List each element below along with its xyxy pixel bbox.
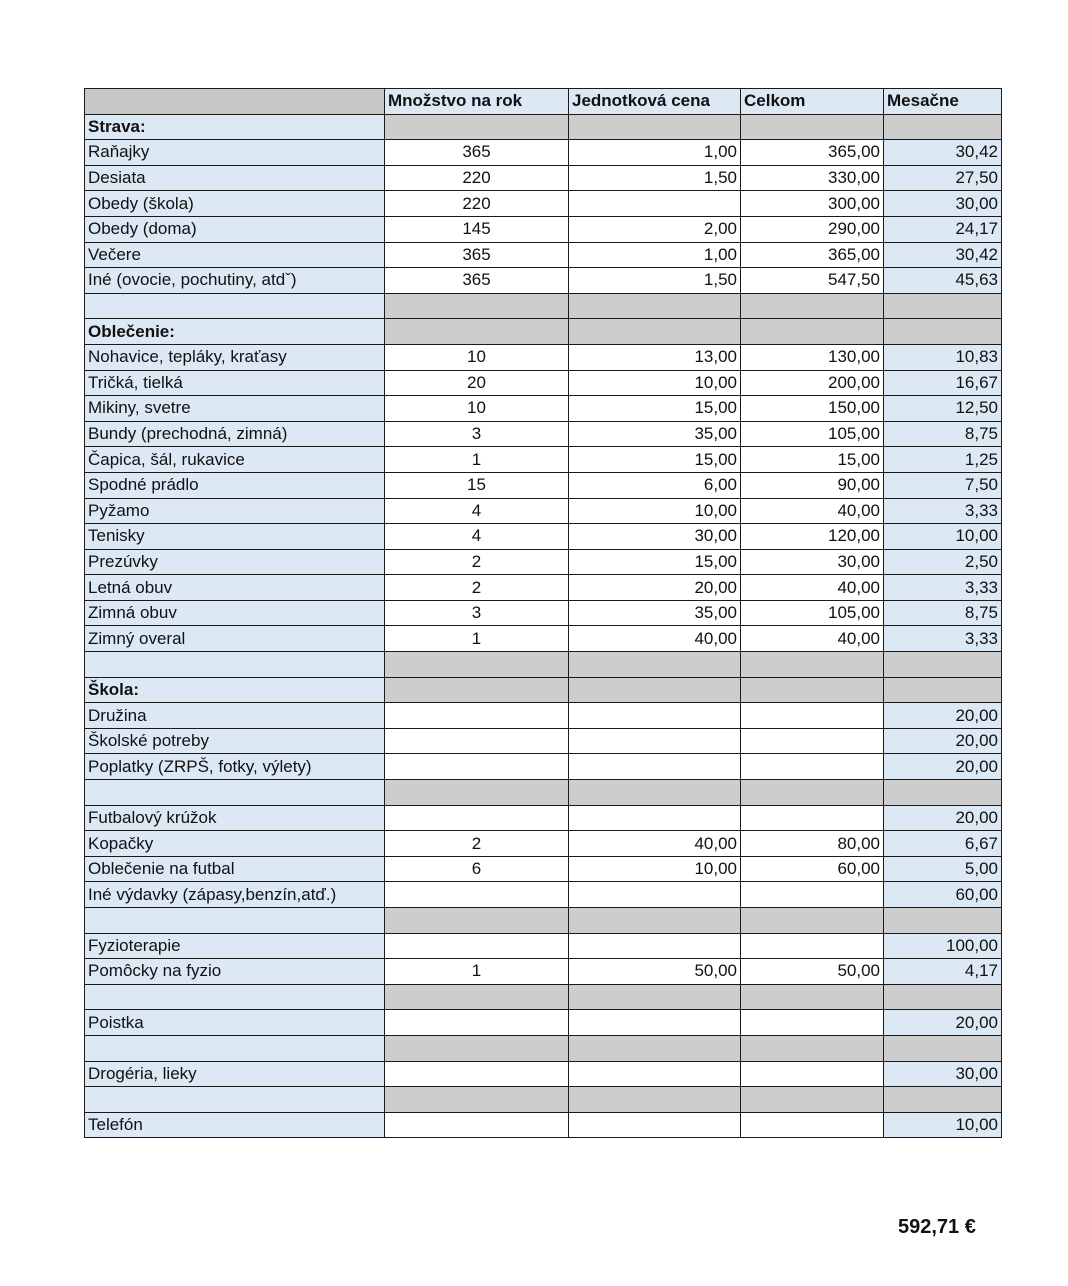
total-cell[interactable]: 90,00 (741, 472, 884, 498)
unit-price-cell[interactable]: 1,50 (569, 268, 741, 294)
table-row (85, 191, 1002, 217)
header-cell-label[interactable] (85, 89, 385, 115)
quantity-cell[interactable]: 3 (385, 421, 569, 447)
table-row (85, 575, 1002, 601)
quantity-cell[interactable] (385, 908, 569, 934)
total-cell[interactable]: 40,00 (741, 498, 884, 524)
monthly-cell[interactable]: 2,50 (884, 549, 1002, 575)
grand-total: 592,71 € (898, 1216, 976, 1238)
monthly-cell[interactable] (884, 677, 1002, 703)
monthly-cell[interactable]: 1,25 (884, 447, 1002, 473)
unit-price-cell[interactable] (569, 1035, 741, 1061)
unit-price-cell[interactable]: 1,00 (569, 242, 741, 268)
row-label-cell[interactable]: Futbalový krúžok (85, 805, 385, 831)
monthly-cell[interactable]: 12,50 (884, 396, 1002, 422)
quantity-cell[interactable]: 365 (385, 268, 569, 294)
header-cell-quantity[interactable]: Množstvo na rok (385, 89, 569, 115)
unit-price-cell[interactable]: 10,00 (569, 498, 741, 524)
header-row (85, 89, 1002, 115)
row-label-cell[interactable] (85, 1035, 385, 1061)
row-label-cell[interactable]: Raňajky (85, 140, 385, 166)
total-cell[interactable]: 50,00 (741, 959, 884, 985)
unit-price-cell[interactable] (569, 984, 741, 1010)
unit-price-cell[interactable]: 35,00 (569, 600, 741, 626)
spacer-row (85, 1087, 1002, 1113)
monthly-cell[interactable]: 4,17 (884, 959, 1002, 985)
total-cell[interactable]: 40,00 (741, 575, 884, 601)
unit-price-cell[interactable]: 10,00 (569, 856, 741, 882)
row-label-cell[interactable]: Pomôcky na fyzio (85, 959, 385, 985)
monthly-cell[interactable]: 3,33 (884, 626, 1002, 652)
monthly-cell[interactable]: 6,67 (884, 831, 1002, 857)
total-cell[interactable]: 60,00 (741, 856, 884, 882)
section-header-row (85, 677, 1002, 703)
total-cell[interactable] (741, 908, 884, 934)
unit-price-cell[interactable]: 20,00 (569, 575, 741, 601)
row-label-cell[interactable]: Poistka (85, 1010, 385, 1036)
quantity-cell[interactable] (385, 780, 569, 806)
row-label-cell[interactable] (85, 984, 385, 1010)
unit-price-cell[interactable] (569, 293, 741, 319)
total-cell[interactable]: 300,00 (741, 191, 884, 217)
row-label-cell[interactable]: Desiata (85, 165, 385, 191)
table-row (85, 396, 1002, 422)
spacer-row (85, 908, 1002, 934)
unit-price-cell[interactable] (569, 1112, 741, 1138)
total-cell[interactable] (741, 933, 884, 959)
quantity-cell[interactable]: 4 (385, 524, 569, 550)
table-row (85, 703, 1002, 729)
section-header-row (85, 114, 1002, 140)
unit-price-cell[interactable]: 1,50 (569, 165, 741, 191)
monthly-cell[interactable]: 45,63 (884, 268, 1002, 294)
monthly-cell[interactable]: 16,67 (884, 370, 1002, 396)
table-row (85, 140, 1002, 166)
monthly-cell[interactable]: 10,00 (884, 1112, 1002, 1138)
total-cell[interactable]: 30,00 (741, 549, 884, 575)
total-cell[interactable] (741, 652, 884, 678)
quantity-cell[interactable]: 2 (385, 575, 569, 601)
unit-price-cell[interactable] (569, 652, 741, 678)
unit-price-cell[interactable] (569, 754, 741, 780)
total-cell[interactable] (741, 677, 884, 703)
unit-price-cell[interactable] (569, 191, 741, 217)
monthly-cell[interactable] (884, 319, 1002, 345)
unit-price-cell[interactable]: 15,00 (569, 447, 741, 473)
monthly-cell[interactable]: 100,00 (884, 933, 1002, 959)
table-row (85, 165, 1002, 191)
unit-price-cell[interactable] (569, 703, 741, 729)
total-cell[interactable]: 105,00 (741, 421, 884, 447)
row-label-cell[interactable]: Letná obuv (85, 575, 385, 601)
row-label-cell[interactable]: Školské potreby (85, 728, 385, 754)
quantity-cell[interactable]: 10 (385, 344, 569, 370)
quantity-cell[interactable] (385, 882, 569, 908)
quantity-cell[interactable] (385, 652, 569, 678)
row-label-cell[interactable]: Zimný overal (85, 626, 385, 652)
quantity-cell[interactable]: 220 (385, 191, 569, 217)
monthly-cell[interactable]: 20,00 (884, 728, 1002, 754)
row-label-cell[interactable]: Fyzioterapie (85, 933, 385, 959)
quantity-cell[interactable]: 2 (385, 549, 569, 575)
unit-price-cell[interactable] (569, 728, 741, 754)
row-label-cell[interactable]: Kopačky (85, 831, 385, 857)
table-row (85, 626, 1002, 652)
table-row (85, 549, 1002, 575)
unit-price-cell[interactable] (569, 1010, 741, 1036)
total-cell[interactable]: 130,00 (741, 344, 884, 370)
total-cell[interactable] (741, 984, 884, 1010)
total-cell[interactable] (741, 728, 884, 754)
monthly-cell[interactable] (884, 652, 1002, 678)
quantity-cell[interactable]: 20 (385, 370, 569, 396)
row-label-cell[interactable]: Obedy (doma) (85, 216, 385, 242)
total-cell[interactable] (741, 1112, 884, 1138)
monthly-cell[interactable]: 20,00 (884, 805, 1002, 831)
table-row (85, 472, 1002, 498)
total-cell[interactable]: 120,00 (741, 524, 884, 550)
table-row (85, 959, 1002, 985)
row-label-cell[interactable] (85, 908, 385, 934)
table-row (85, 856, 1002, 882)
total-cell[interactable] (741, 805, 884, 831)
quantity-cell[interactable] (385, 1061, 569, 1087)
quantity-cell[interactable] (385, 1112, 569, 1138)
spacer-row (85, 780, 1002, 806)
total-cell[interactable] (741, 319, 884, 345)
total-cell[interactable]: 200,00 (741, 370, 884, 396)
table-row (85, 370, 1002, 396)
table-row (85, 524, 1002, 550)
header-cell-monthly[interactable]: Mesačne (884, 89, 1002, 115)
quantity-cell[interactable]: 6 (385, 856, 569, 882)
quantity-cell[interactable]: 1 (385, 959, 569, 985)
table-row (85, 600, 1002, 626)
unit-price-cell[interactable] (569, 677, 741, 703)
total-cell[interactable]: 150,00 (741, 396, 884, 422)
total-cell[interactable] (741, 780, 884, 806)
table-row (85, 216, 1002, 242)
quantity-cell[interactable] (385, 293, 569, 319)
table-row (85, 344, 1002, 370)
header-cell-unit-price[interactable]: Jednotková cena (569, 89, 741, 115)
monthly-cell[interactable] (884, 908, 1002, 934)
monthly-cell[interactable]: 8,75 (884, 421, 1002, 447)
spacer-row (85, 1035, 1002, 1061)
quantity-cell[interactable]: 1 (385, 447, 569, 473)
monthly-cell[interactable]: 24,17 (884, 216, 1002, 242)
spacer-row (85, 984, 1002, 1010)
quantity-cell[interactable]: 4 (385, 498, 569, 524)
total-cell[interactable]: 105,00 (741, 600, 884, 626)
monthly-cell[interactable]: 20,00 (884, 754, 1002, 780)
unit-price-cell[interactable] (569, 1061, 741, 1087)
row-label-cell[interactable]: Oblečenie na futbal (85, 856, 385, 882)
unit-price-cell[interactable]: 15,00 (569, 549, 741, 575)
monthly-cell[interactable]: 30,42 (884, 140, 1002, 166)
monthly-cell[interactable]: 10,83 (884, 344, 1002, 370)
unit-price-cell[interactable]: 40,00 (569, 831, 741, 857)
quantity-cell[interactable] (385, 728, 569, 754)
quantity-cell[interactable] (385, 805, 569, 831)
quantity-cell[interactable] (385, 677, 569, 703)
quantity-cell[interactable]: 365 (385, 242, 569, 268)
monthly-cell[interactable]: 60,00 (884, 882, 1002, 908)
row-label-cell[interactable]: Večere (85, 242, 385, 268)
unit-price-cell[interactable] (569, 933, 741, 959)
row-label-cell[interactable]: Tričká, tielká (85, 370, 385, 396)
table-row (85, 831, 1002, 857)
unit-price-cell[interactable] (569, 114, 741, 140)
monthly-cell[interactable]: 3,33 (884, 498, 1002, 524)
unit-price-cell[interactable] (569, 805, 741, 831)
spacer-row (85, 652, 1002, 678)
row-label-cell[interactable]: Zimná obuv (85, 600, 385, 626)
monthly-cell[interactable] (884, 1087, 1002, 1113)
quantity-cell[interactable]: 15 (385, 472, 569, 498)
quantity-cell[interactable]: 3 (385, 600, 569, 626)
row-label-cell[interactable] (85, 1087, 385, 1113)
table-row (85, 421, 1002, 447)
unit-price-cell[interactable]: 30,00 (569, 524, 741, 550)
row-label-cell[interactable]: Strava: (85, 114, 385, 140)
unit-price-cell[interactable]: 40,00 (569, 626, 741, 652)
row-label-cell[interactable]: Telefón (85, 1112, 385, 1138)
table-row (85, 882, 1002, 908)
row-label-cell[interactable]: Spodné prádlo (85, 472, 385, 498)
table-row (85, 1010, 1002, 1036)
row-label-cell[interactable]: Drogéria, lieky (85, 1061, 385, 1087)
quantity-cell[interactable] (385, 933, 569, 959)
monthly-cell[interactable] (884, 1035, 1002, 1061)
total-cell[interactable] (741, 1087, 884, 1113)
table-row (85, 754, 1002, 780)
spacer-row (85, 293, 1002, 319)
unit-price-cell[interactable]: 2,00 (569, 216, 741, 242)
row-label-cell[interactable] (85, 293, 385, 319)
quantity-cell[interactable] (385, 1035, 569, 1061)
total-cell[interactable] (741, 1035, 884, 1061)
row-label-cell[interactable]: Mikiny, svetre (85, 396, 385, 422)
unit-price-cell[interactable] (569, 319, 741, 345)
quantity-cell[interactable] (385, 703, 569, 729)
monthly-cell[interactable]: 5,00 (884, 856, 1002, 882)
quantity-cell[interactable]: 2 (385, 831, 569, 857)
row-label-cell[interactable]: Družina (85, 703, 385, 729)
row-label-cell[interactable]: Iné výdavky (zápasy,benzín,atď.) (85, 882, 385, 908)
total-cell[interactable] (741, 1061, 884, 1087)
quantity-cell[interactable] (385, 754, 569, 780)
quantity-cell[interactable]: 220 (385, 165, 569, 191)
total-cell[interactable]: 80,00 (741, 831, 884, 857)
monthly-cell[interactable]: 30,42 (884, 242, 1002, 268)
quantity-cell[interactable] (385, 1010, 569, 1036)
unit-price-cell[interactable] (569, 908, 741, 934)
row-label-cell[interactable]: Iné (ovocie, pochutiny, atdˇ) (85, 268, 385, 294)
quantity-cell[interactable]: 1 (385, 626, 569, 652)
monthly-cell[interactable]: 20,00 (884, 1010, 1002, 1036)
monthly-cell[interactable]: 7,50 (884, 472, 1002, 498)
unit-price-cell[interactable]: 1,00 (569, 140, 741, 166)
row-label-cell[interactable]: Prezúvky (85, 549, 385, 575)
quantity-cell[interactable]: 10 (385, 396, 569, 422)
quantity-cell[interactable]: 365 (385, 140, 569, 166)
monthly-cell[interactable] (884, 114, 1002, 140)
total-cell[interactable] (741, 114, 884, 140)
total-cell[interactable]: 547,50 (741, 268, 884, 294)
row-label-cell[interactable]: Obedy (škola) (85, 191, 385, 217)
total-cell[interactable]: 40,00 (741, 626, 884, 652)
unit-price-cell[interactable]: 35,00 (569, 421, 741, 447)
row-label-cell[interactable] (85, 652, 385, 678)
total-cell[interactable] (741, 293, 884, 319)
quantity-cell[interactable] (385, 1087, 569, 1113)
table-row (85, 268, 1002, 294)
table-row (85, 1112, 1002, 1138)
monthly-cell[interactable] (884, 984, 1002, 1010)
unit-price-cell[interactable]: 10,00 (569, 370, 741, 396)
monthly-cell[interactable]: 30,00 (884, 1061, 1002, 1087)
row-label-cell[interactable] (85, 780, 385, 806)
total-cell[interactable]: 365,00 (741, 242, 884, 268)
row-label-cell[interactable]: Poplatky (ZRPŠ, fotky, výlety) (85, 754, 385, 780)
total-cell[interactable]: 365,00 (741, 140, 884, 166)
row-label-cell[interactable]: Škola: (85, 677, 385, 703)
monthly-cell[interactable] (884, 293, 1002, 319)
monthly-cell[interactable]: 8,75 (884, 600, 1002, 626)
table-row (85, 805, 1002, 831)
table-row (85, 933, 1002, 959)
row-label-cell[interactable]: Bundy (prechodná, zimná) (85, 421, 385, 447)
monthly-cell[interactable] (884, 780, 1002, 806)
quantity-cell[interactable] (385, 984, 569, 1010)
unit-price-cell[interactable]: 6,00 (569, 472, 741, 498)
unit-price-cell[interactable]: 15,00 (569, 396, 741, 422)
quantity-cell[interactable]: 145 (385, 216, 569, 242)
monthly-cell[interactable]: 20,00 (884, 703, 1002, 729)
total-cell[interactable]: 290,00 (741, 216, 884, 242)
row-label-cell[interactable]: Čapica, šál, rukavice (85, 447, 385, 473)
unit-price-cell[interactable]: 13,00 (569, 344, 741, 370)
table-row (85, 1061, 1002, 1087)
header-cell-total[interactable]: Celkom (741, 89, 884, 115)
unit-price-cell[interactable] (569, 882, 741, 908)
row-label-cell[interactable]: Nohavice, tepláky, kraťasy (85, 344, 385, 370)
total-cell[interactable] (741, 1010, 884, 1036)
total-cell[interactable] (741, 754, 884, 780)
total-cell[interactable] (741, 882, 884, 908)
total-cell[interactable] (741, 703, 884, 729)
table-row (85, 728, 1002, 754)
quantity-cell[interactable] (385, 319, 569, 345)
row-label-cell[interactable]: Pyžamo (85, 498, 385, 524)
table-row (85, 498, 1002, 524)
monthly-cell[interactable]: 30,00 (884, 191, 1002, 217)
unit-price-cell[interactable]: 50,00 (569, 959, 741, 985)
table-row (85, 447, 1002, 473)
monthly-cell[interactable]: 27,50 (884, 165, 1002, 191)
row-label-cell[interactable]: Oblečenie: (85, 319, 385, 345)
total-cell[interactable]: 330,00 (741, 165, 884, 191)
section-header-row (85, 319, 1002, 345)
row-label-cell[interactable]: Tenisky (85, 524, 385, 550)
budget-table (84, 88, 1002, 1138)
quantity-cell[interactable] (385, 114, 569, 140)
monthly-cell[interactable]: 3,33 (884, 575, 1002, 601)
table-row (85, 242, 1002, 268)
total-cell[interactable]: 15,00 (741, 447, 884, 473)
unit-price-cell[interactable] (569, 1087, 741, 1113)
monthly-cell[interactable]: 10,00 (884, 524, 1002, 550)
unit-price-cell[interactable] (569, 780, 741, 806)
